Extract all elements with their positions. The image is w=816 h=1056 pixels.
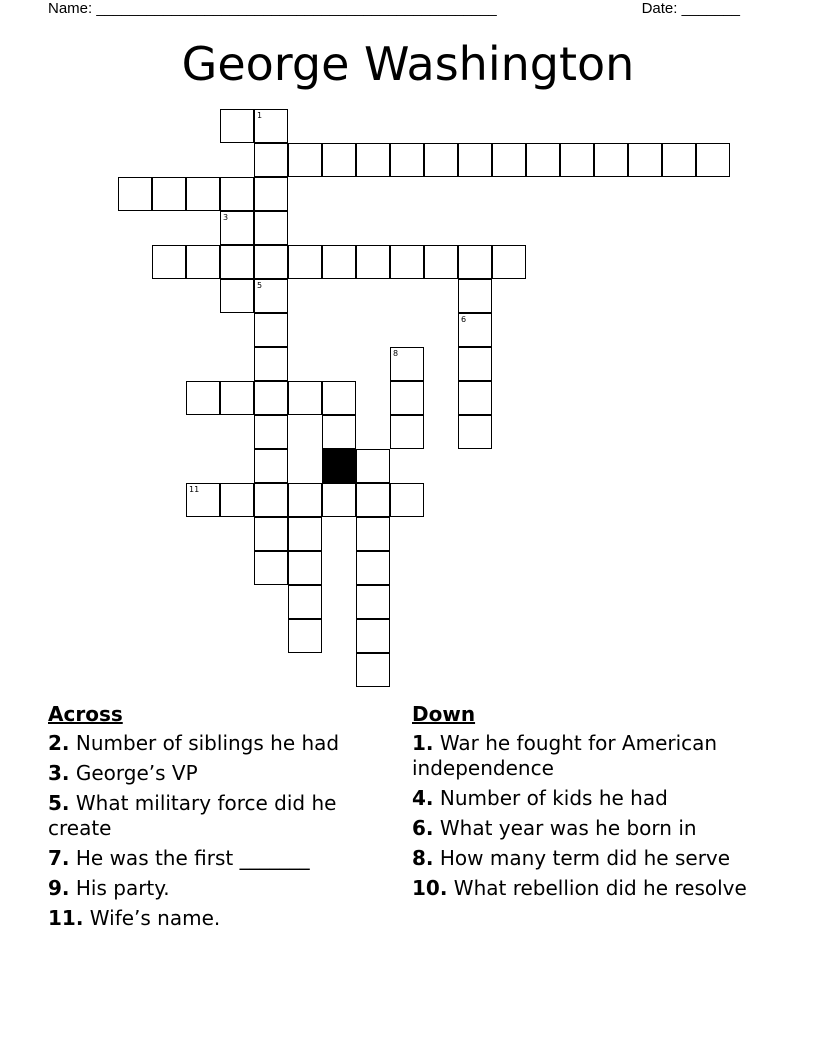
crossword-cell[interactable] <box>322 381 356 415</box>
crossword-cell[interactable] <box>356 551 390 585</box>
crossword-cell[interactable] <box>288 381 322 415</box>
across-clue <box>48 876 388 901</box>
crossword-cell[interactable] <box>458 279 492 313</box>
crossword-cell[interactable] <box>322 415 356 449</box>
cell-number: 1 <box>257 111 263 120</box>
crossword-cell[interactable] <box>152 245 186 279</box>
crossword-cell[interactable] <box>356 143 390 177</box>
clue-number: 8. <box>412 846 434 870</box>
across-clue <box>48 906 388 931</box>
crossword-cell[interactable] <box>390 483 424 517</box>
crossword-cell[interactable] <box>220 483 254 517</box>
clue-text: Number of kids he had <box>439 786 668 810</box>
crossword-cell[interactable] <box>390 143 424 177</box>
down-clue <box>412 846 752 871</box>
cell-number: 11 <box>189 485 200 494</box>
crossword-cell[interactable] <box>186 177 220 211</box>
crossword-cell[interactable] <box>186 381 220 415</box>
crossword-cell[interactable] <box>254 517 288 551</box>
clue-number: 2. <box>48 731 70 755</box>
clue-number: 10. <box>412 876 448 900</box>
down-clues <box>412 702 752 906</box>
clue-text: War he fought for American independence <box>412 731 718 780</box>
crossword-cell[interactable] <box>254 245 288 279</box>
crossword-cell[interactable] <box>458 313 492 347</box>
crossword-cell[interactable] <box>254 211 288 245</box>
crossword-cell[interactable] <box>118 177 152 211</box>
down-clue <box>412 876 752 901</box>
crossword-cell[interactable] <box>356 619 390 653</box>
crossword-cell[interactable] <box>254 313 288 347</box>
crossword-cell[interactable] <box>254 381 288 415</box>
clue-text: How many term did he serve <box>439 846 731 870</box>
crossword-cell[interactable] <box>220 245 254 279</box>
crossword-cell[interactable] <box>356 449 390 483</box>
crossword-cell[interactable] <box>458 347 492 381</box>
clue-number: 7. <box>48 846 70 870</box>
crossword-cell[interactable] <box>254 109 288 143</box>
crossword-cell[interactable] <box>220 109 254 143</box>
clue-number: 1. <box>412 731 434 755</box>
crossword-cell[interactable] <box>220 211 254 245</box>
crossword-cell[interactable] <box>662 143 696 177</box>
clue-text: Number of siblings he had <box>75 731 340 755</box>
crossword-cell[interactable] <box>390 381 424 415</box>
across-clues <box>48 702 388 936</box>
across-clue <box>48 791 388 841</box>
clue-number: 6. <box>412 816 434 840</box>
down-clue <box>412 786 752 811</box>
crossword-cell[interactable] <box>356 245 390 279</box>
crossword-cell[interactable] <box>322 143 356 177</box>
crossword-cell[interactable] <box>254 347 288 381</box>
cell-number: 6 <box>461 315 467 324</box>
cell-number: 5 <box>257 281 263 290</box>
across-clue <box>48 731 388 756</box>
clue-number: 5. <box>48 791 70 815</box>
clue-number: 9. <box>48 876 70 900</box>
crossword-cell[interactable] <box>152 177 186 211</box>
crossword-cell[interactable] <box>254 483 288 517</box>
crossword-cell[interactable] <box>288 517 322 551</box>
clue-text: He was the first _______ <box>75 846 310 870</box>
crossword-cell[interactable] <box>594 143 628 177</box>
down-heading: Down <box>412 702 476 726</box>
puzzle-title: George Washington <box>181 37 635 91</box>
across-clue <box>48 761 388 786</box>
crossword-cell[interactable] <box>356 483 390 517</box>
crossword-cell[interactable] <box>696 143 730 177</box>
crossword-cell[interactable] <box>254 449 288 483</box>
crossword-cell[interactable] <box>220 381 254 415</box>
clue-text: Wife’s name. <box>89 906 221 930</box>
crossword-cell[interactable] <box>288 483 322 517</box>
crossword-cell[interactable] <box>458 381 492 415</box>
crossword-cell[interactable] <box>254 143 288 177</box>
crossword-cell[interactable] <box>628 143 662 177</box>
crossword-cell[interactable] <box>322 483 356 517</box>
crossword-cell[interactable] <box>254 279 288 313</box>
across-clue <box>48 846 388 871</box>
crossword-cell[interactable] <box>356 653 390 687</box>
clue-text: What year was he born in <box>439 816 697 840</box>
crossword-cell[interactable] <box>322 245 356 279</box>
crossword-cell[interactable] <box>356 585 390 619</box>
clue-text: His party. <box>75 876 170 900</box>
cell-number: 3 <box>223 213 229 222</box>
down-clue <box>412 731 752 781</box>
crossword-cell[interactable] <box>492 245 526 279</box>
crossword-cell[interactable] <box>458 415 492 449</box>
crossword-cell[interactable] <box>288 551 322 585</box>
crossword-cell[interactable] <box>288 245 322 279</box>
crossword-cell[interactable] <box>458 143 492 177</box>
date-field[interactable]: Date: _______ <box>641 0 740 17</box>
across-heading: Across <box>48 702 123 726</box>
crossword-cell[interactable] <box>356 517 390 551</box>
crossword-cell[interactable] <box>288 585 322 619</box>
crossword-cell[interactable] <box>424 143 458 177</box>
crossword-cell[interactable] <box>254 551 288 585</box>
clue-text: George’s VP <box>75 761 198 785</box>
crossword-cell[interactable] <box>254 177 288 211</box>
crossword-cell[interactable] <box>186 245 220 279</box>
crossword-cell[interactable] <box>186 483 220 517</box>
crossword-cell[interactable] <box>526 143 560 177</box>
clue-number: 4. <box>412 786 434 810</box>
clue-text: What rebellion did he resolve <box>453 876 747 900</box>
crossword-cell[interactable] <box>254 415 288 449</box>
crossword-cell[interactable] <box>560 143 594 177</box>
crossword-cell[interactable] <box>390 347 424 381</box>
crossword-cell[interactable] <box>390 245 424 279</box>
crossword-cell[interactable] <box>288 143 322 177</box>
crossword-cell[interactable] <box>492 143 526 177</box>
down-clue <box>412 816 752 841</box>
crossword-cell[interactable] <box>390 415 424 449</box>
crossword-cell[interactable] <box>424 245 458 279</box>
name-field[interactable]: Name: ________________________________________________ <box>48 0 497 17</box>
crossword-cell[interactable] <box>220 177 254 211</box>
crossword-cell[interactable] <box>288 619 322 653</box>
clue-number: 11. <box>48 906 84 930</box>
black-cell <box>322 449 356 483</box>
clue-number: 3. <box>48 761 70 785</box>
crossword-cell[interactable] <box>220 279 254 313</box>
cell-number: 10 <box>325 451 336 460</box>
cell-number: 8 <box>393 349 399 358</box>
clue-text: What military force did he create <box>48 791 337 840</box>
crossword-cell[interactable] <box>458 245 492 279</box>
